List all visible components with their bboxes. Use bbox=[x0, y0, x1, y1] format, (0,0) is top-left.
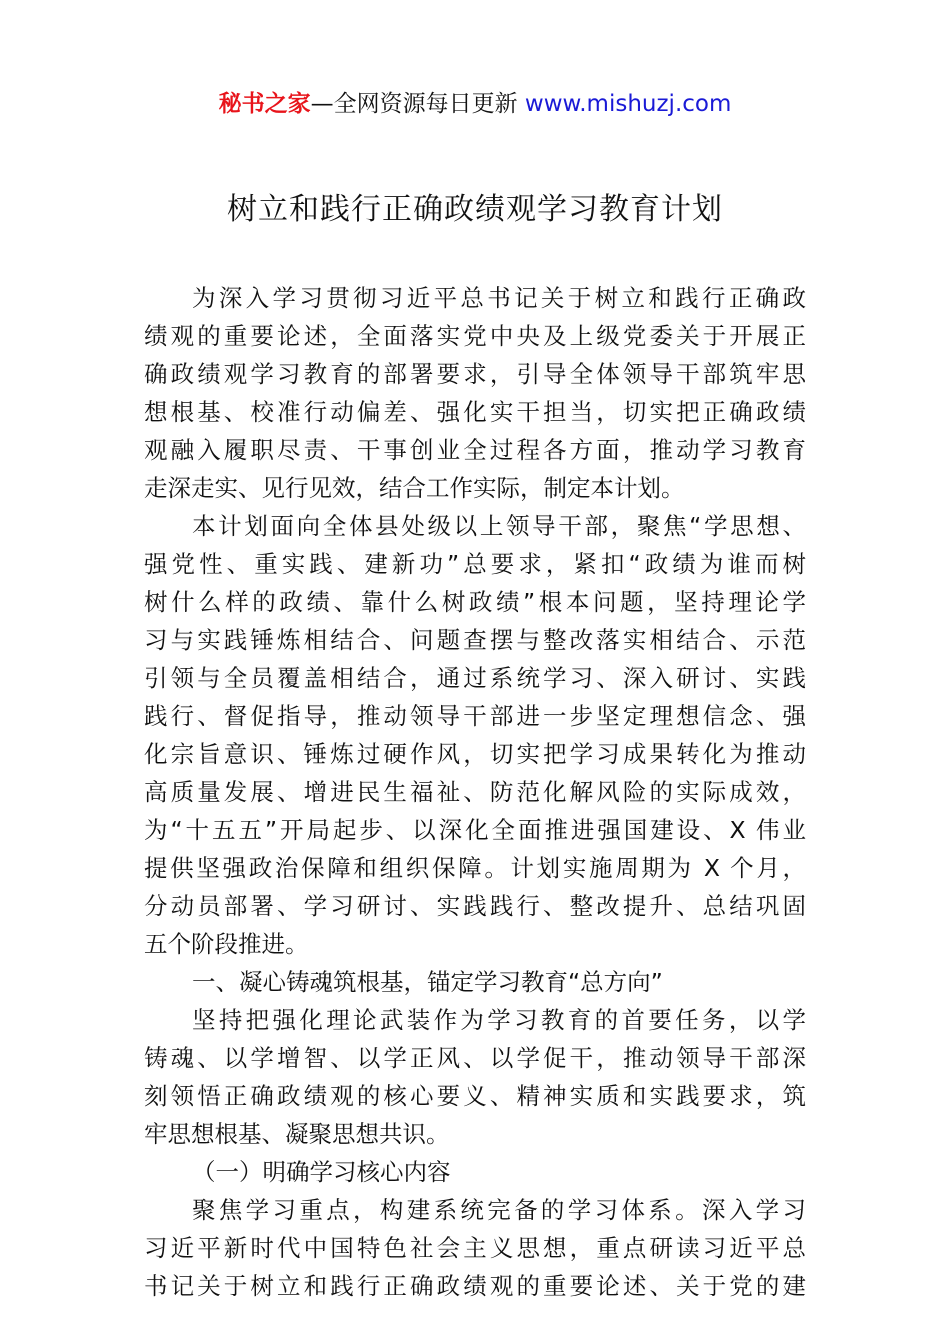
body-line: 分动员部署、学习研讨、实践践行、整改提升、总结巩固 bbox=[144, 892, 806, 920]
body-line: 牢思想根基、凝聚思想共识。 bbox=[144, 1120, 450, 1148]
body-line: 为深入学习贯彻习近平总书记关于树立和践行正确政 bbox=[192, 284, 806, 312]
site-url[interactable]: www.mishuzj.com bbox=[524, 91, 732, 117]
body-line: 五个阶段推进。 bbox=[144, 930, 309, 958]
body-line: 聚焦学习重点，构建系统完备的学习体系。深入学习 bbox=[192, 1196, 806, 1224]
body-line: 习近平新时代中国特色社会主义思想，重点研读习近平总 bbox=[144, 1234, 806, 1262]
header-tagline: —全网资源每日更新 bbox=[310, 91, 518, 117]
body-line: 绩观的重要论述，全面落实党中央及上级党委关于开展正 bbox=[144, 322, 806, 350]
body-line: 为“十五五”开局起步、以深化全面推进强国建设、X 伟业 bbox=[144, 816, 806, 844]
body-line: 本计划面向全体县处级以上领导干部，聚焦“学思想、 bbox=[192, 512, 806, 540]
body-line: 习与实践锤炼相结合、问题查摆与整改落实相结合、示范 bbox=[144, 626, 806, 654]
body-line: 走深走实、见行见效，结合工作实际，制定本计划。 bbox=[144, 474, 685, 502]
body-line: 铸魂、以学增智、以学正风、以学促干，推动领导干部深 bbox=[144, 1044, 806, 1072]
brand-name: 秘书之家 bbox=[218, 91, 311, 117]
body-line: 践行、督促指导，推动领导干部进一步坚定理想信念、强 bbox=[144, 702, 806, 730]
site-header bbox=[0, 86, 950, 122]
body-line: 刻领悟正确政绩观的核心要义、精神实质和实践要求，筑 bbox=[144, 1082, 806, 1110]
subsection-heading: （一）明确学习核心内容 bbox=[192, 1158, 451, 1186]
body-line: 高质量发展、增进民生福祉、防范化解风险的实际成效， bbox=[144, 778, 806, 806]
body-line: 树什么样的政绩、靠什么树政绩”根本问题，坚持理论学 bbox=[144, 588, 806, 616]
body-line: 书记关于树立和践行正确政绩观的重要论述、关于党的建 bbox=[144, 1272, 806, 1300]
body-line: 观融入履职尽责、干事创业全过程各方面，推动学习教育 bbox=[144, 436, 806, 464]
section-heading: 一、凝心铸魂筑根基，锚定学习教育“总方向” bbox=[192, 968, 663, 996]
body-line: 化宗旨意识、锤炼过硬作风，切实把学习成果转化为推动 bbox=[144, 740, 806, 768]
body-line: 引领与全员覆盖相结合，通过系统学习、深入研讨、实践 bbox=[144, 664, 806, 692]
body-line: 强党性、重实践、建新功”总要求，紧扣“政绩为谁而树 bbox=[144, 550, 806, 578]
body-line: 确政绩观学习教育的部署要求，引导全体领导干部筑牢思 bbox=[144, 360, 806, 388]
body-line: 想根基、校准行动偏差、强化实干担当，切实把正确政绩 bbox=[144, 398, 806, 426]
body-line: 坚持把强化理论武装作为学习教育的首要任务，以学 bbox=[192, 1006, 806, 1034]
body-line: 提供坚强政治保障和组织保障。计划实施周期为 X 个月， bbox=[144, 854, 806, 882]
document-body bbox=[144, 279, 806, 1305]
document-title: 树立和践行正确政绩观学习教育计划 bbox=[227, 192, 723, 227]
